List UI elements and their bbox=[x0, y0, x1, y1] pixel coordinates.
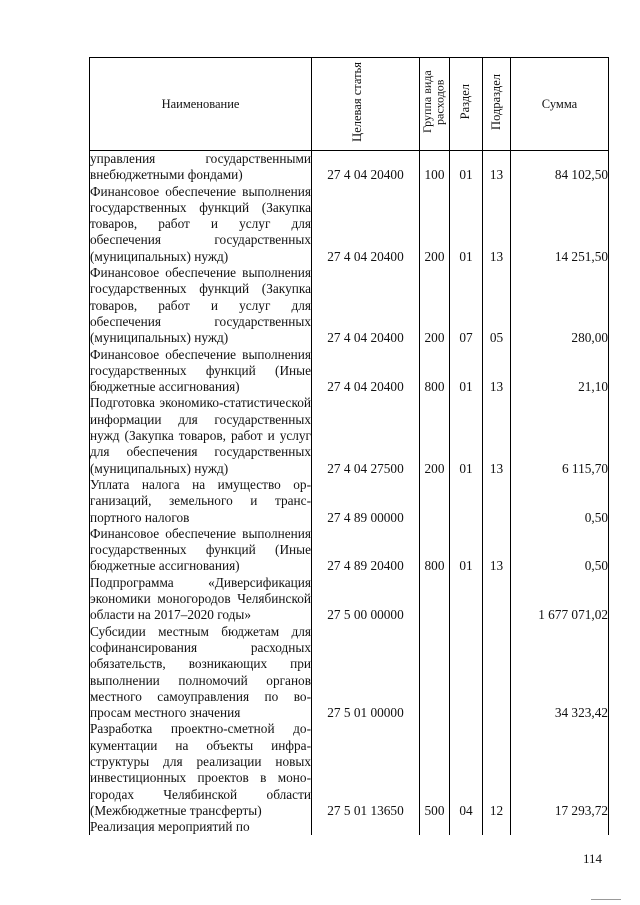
cell-target-article: 27 4 04 20400 bbox=[312, 265, 420, 346]
cell-subsection bbox=[483, 624, 511, 722]
table-row bbox=[90, 395, 609, 476]
cell-target-article: 27 4 89 20400 bbox=[312, 526, 420, 575]
cell-target-article: 27 4 04 27500 bbox=[312, 395, 420, 476]
corner-mark bbox=[591, 899, 621, 900]
header-subsection bbox=[483, 58, 511, 151]
cell-sum: 34 323,42 bbox=[511, 624, 609, 722]
cell-target-article: 27 4 04 20400 bbox=[312, 347, 420, 396]
table-row bbox=[90, 819, 609, 835]
header-section-label: Раздел bbox=[458, 84, 473, 120]
cell-subsection: 13 bbox=[483, 151, 511, 184]
cell-target-article: 27 5 01 13650 bbox=[312, 721, 420, 819]
cell-name: Реализация мероприятий по bbox=[90, 819, 312, 835]
page-number: 114 bbox=[583, 851, 603, 866]
cell-expense-group bbox=[420, 624, 450, 722]
cell-expense-group bbox=[420, 819, 450, 835]
cell-name: Финансовое обеспечение выполнения государственных функций (Иные бюджетные ассигнования) bbox=[90, 346, 311, 395]
cell-sum: 17 293,72 bbox=[511, 721, 609, 819]
cell-name: Финансовое обеспечение выполнения государственных функций (Иные бюджетные ассигнования) bbox=[90, 525, 311, 574]
cell-expense-group: 200 bbox=[420, 184, 450, 265]
cell-sum: 0,50 bbox=[511, 477, 609, 526]
cell-section bbox=[450, 575, 483, 624]
cell-name: Субсидии местным бюджетам для софинансирования расходных обязательств, возникающих при выполнении полномочий органов местного самоуправления по вопросам местного значения bbox=[90, 623, 311, 721]
cell-subsection: 13 bbox=[483, 347, 511, 396]
cell-section: 04 bbox=[450, 721, 483, 819]
cell-sum: 84 102,50 bbox=[511, 151, 609, 184]
cell-target-article: 27 5 00 00000 bbox=[312, 575, 420, 624]
table-row bbox=[90, 526, 609, 575]
cell-target-article: 27 5 01 00000 bbox=[312, 624, 420, 722]
cell-sum: 1 677 071,02 bbox=[511, 575, 609, 624]
header-section bbox=[450, 58, 483, 151]
table-header-row bbox=[90, 58, 609, 151]
cell-expense-group: 200 bbox=[420, 265, 450, 346]
cell-target-article: 27 4 04 20400 bbox=[312, 184, 420, 265]
cell-sum: 21,10 bbox=[511, 347, 609, 396]
cell-name: Финансовое обеспечение выполнения государственных функций (Закупка товаров, работ и услуг для обеспечения государственных (муниципальных) нужд) bbox=[90, 265, 311, 346]
cell-section: 01 bbox=[450, 347, 483, 396]
cell-subsection: 05 bbox=[483, 265, 511, 346]
cell-subsection: 13 bbox=[483, 526, 511, 575]
cell-subsection bbox=[483, 575, 511, 624]
cell-target-article: 27 4 89 00000 bbox=[312, 477, 420, 526]
cell-section: 07 bbox=[450, 265, 483, 346]
table-row bbox=[90, 265, 609, 346]
cell-sum: 14 251,50 bbox=[511, 184, 609, 265]
cell-expense-group bbox=[420, 477, 450, 526]
table-body bbox=[90, 151, 609, 836]
header-target-article bbox=[312, 58, 420, 151]
cell-expense-group: 200 bbox=[420, 395, 450, 476]
cell-section: 01 bbox=[450, 526, 483, 575]
cell-expense-group bbox=[420, 575, 450, 624]
cell-subsection: 13 bbox=[483, 184, 511, 265]
cell-sum: 6 115,70 bbox=[511, 395, 609, 476]
cell-section bbox=[450, 477, 483, 526]
cell-subsection: 12 bbox=[483, 721, 511, 819]
cell-name: Уплата налога на имущество организаций, земельного и транспортного налогов bbox=[90, 476, 311, 525]
budget-table bbox=[89, 57, 609, 835]
table-row bbox=[90, 477, 609, 526]
table-row bbox=[90, 184, 609, 265]
cell-subsection: 13 bbox=[483, 395, 511, 476]
table-row bbox=[90, 151, 609, 184]
cell-section bbox=[450, 819, 483, 835]
cell-subsection bbox=[483, 477, 511, 526]
cell-section: 01 bbox=[450, 395, 483, 476]
cell-section: 01 bbox=[450, 184, 483, 265]
header-expense-group-label: Группа вида расходов bbox=[419, 70, 447, 134]
table-row bbox=[90, 347, 609, 396]
cell-subsection bbox=[483, 819, 511, 835]
cell-expense-group: 100 bbox=[420, 151, 450, 184]
cell-section: 01 bbox=[450, 151, 483, 184]
cell-name: управления государственными внебюджетными фондами) bbox=[90, 151, 311, 183]
cell-expense-group: 800 bbox=[420, 526, 450, 575]
header-name: Наименование bbox=[90, 58, 312, 151]
cell-expense-group: 500 bbox=[420, 721, 450, 819]
cell-expense-group: 800 bbox=[420, 347, 450, 396]
table-row bbox=[90, 624, 609, 722]
cell-section bbox=[450, 624, 483, 722]
cell-target-article bbox=[312, 819, 420, 835]
cell-name: Финансовое обеспечение выполнения государственных функций (Закупка товаров, работ и услуг для обеспечения государственных (муниципальных) нужд) bbox=[90, 183, 311, 264]
cell-sum: 0,50 bbox=[511, 526, 609, 575]
cell-name: Подпрограмма «Диверсификация экономики моногородов Челябинской области на 2017–2020 годы» bbox=[90, 574, 311, 623]
cell-target-article: 27 4 04 20400 bbox=[312, 151, 420, 184]
header-subsection-label: Подраздел bbox=[488, 74, 503, 130]
cell-sum bbox=[511, 819, 609, 835]
table-row bbox=[90, 721, 609, 819]
header-sum: Сумма bbox=[511, 58, 609, 151]
header-expense-group bbox=[420, 58, 450, 151]
cell-sum: 280,00 bbox=[511, 265, 609, 346]
table-row bbox=[90, 575, 609, 624]
header-target-article-label: Целевая статья bbox=[349, 62, 364, 142]
cell-name: Разработка проектно-сметной документации на объекты инфраструктуры для реализации новых инвестиционных проектов в моногородах Челябинской области (Межбюджетные трансферты) bbox=[90, 721, 311, 818]
cell-name: Подготовка экономико-статистической информации для государственных нужд (Закупка товаров, работ и услуг для обеспечения государственных (муниципальных) нужд) bbox=[90, 395, 311, 476]
